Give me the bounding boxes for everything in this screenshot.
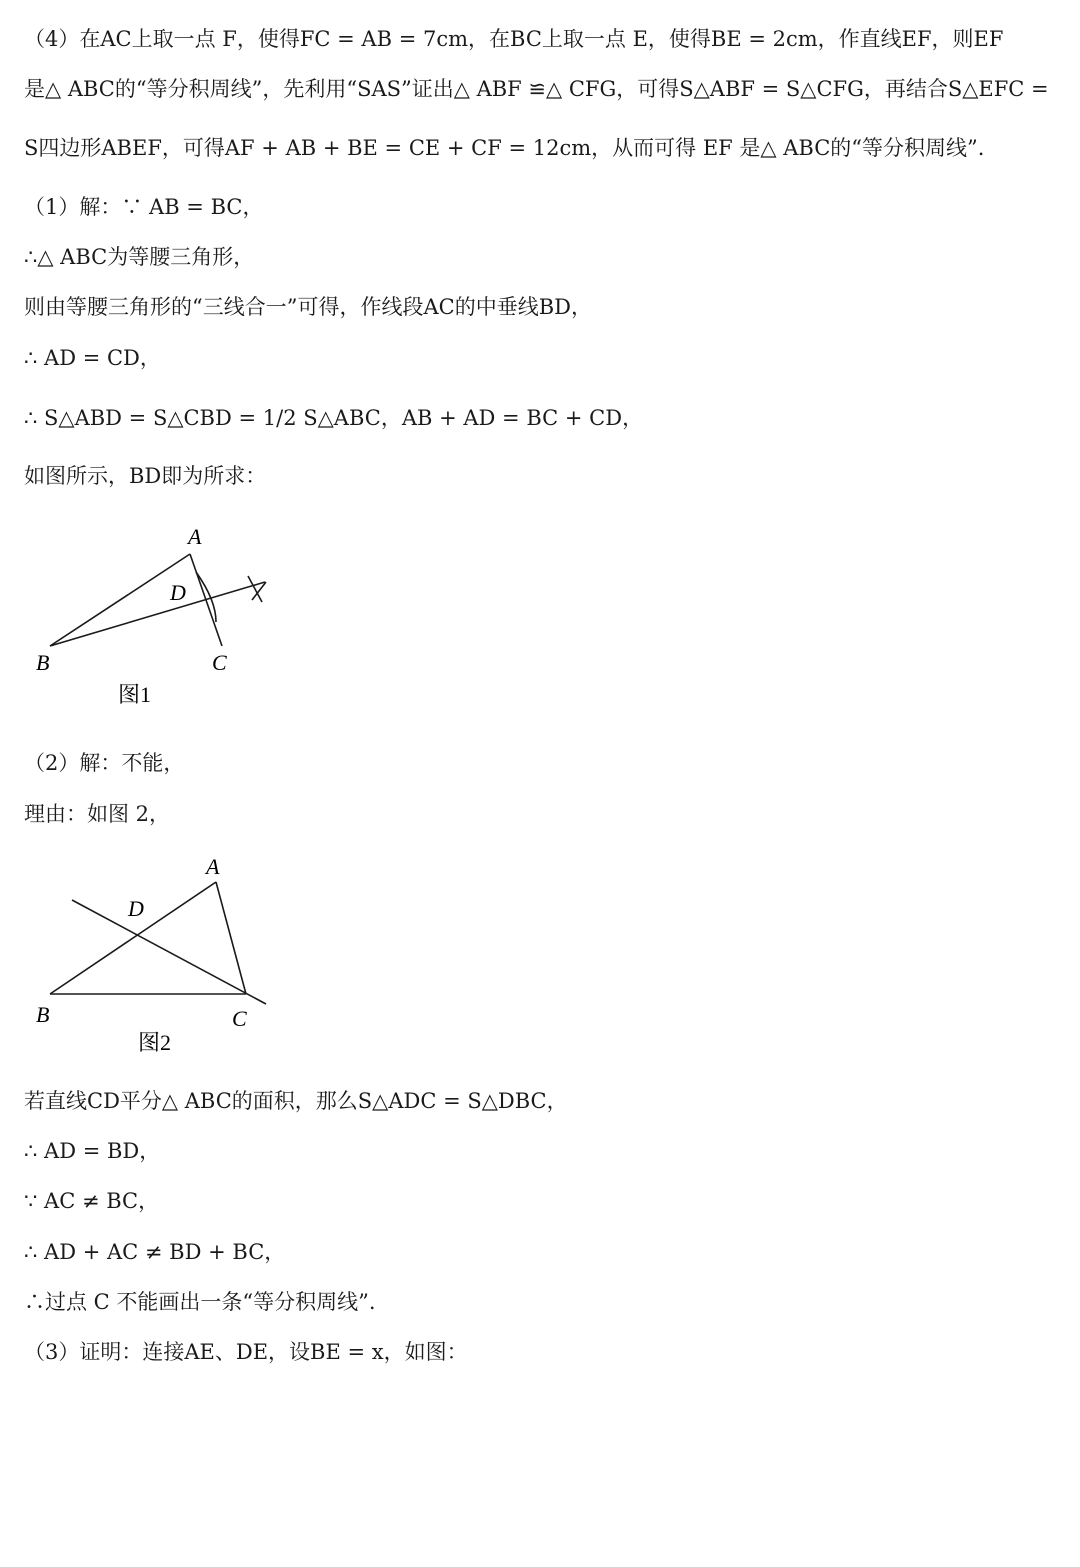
text-line: 若直线CD平分△ ABC的面积，那么S△ADC = S△DBC， [24, 1089, 568, 1113]
text-line: （3）证明：连接AE、DE，设BE = x，如图： [24, 1340, 468, 1364]
text-line: 理由：如图 2， [24, 802, 171, 826]
figure-1-label-b: B [36, 650, 50, 675]
text-line: ∴过点 C 不能画出一条“等分积周线”. [24, 1290, 376, 1314]
figure-1-caption: 图1 [118, 682, 152, 707]
text-line: ∵ AC ≠ BC， [24, 1189, 160, 1213]
text-line: ∴△ ABC为等腰三角形， [24, 245, 255, 269]
text-line: 是△ ABC的“等分积周线”，先利用“SAS”证出△ ABF ≌△ CFG，可得S△ABF = S△CFG，再结合S△EFC = [24, 77, 1049, 101]
text-line: ∴ AD = CD， [24, 346, 161, 370]
figure-1-label-c: C [212, 650, 227, 675]
figure-2-label-d: D [128, 896, 144, 921]
text-line: （1）解：∵ AB = BC， [24, 195, 264, 219]
text-line: 则由等腰三角形的“三线合一”可得，作线段AC的中垂线BD， [24, 295, 592, 319]
text-line: ∴ S△ABD = S△CBD = 1/2 S△ABC，AB + AD = BC + CD， [24, 406, 644, 430]
figure-2-label-c: C [232, 1006, 247, 1031]
text-line: （2）解：不能， [24, 751, 185, 775]
figure-1-label-d: D [170, 580, 186, 605]
figure-2-label-a: A [206, 854, 220, 879]
figure-1 [20, 520, 280, 710]
text-line: （4）在AC上取一点 F，使得FC = AB = 7cm，在BC上取一点 E，使得BE = 2cm，作直线EF，则EF [24, 27, 1004, 51]
text-line: 如图所示，BD即为所求： [24, 464, 267, 488]
figure-1-label-a: A [188, 524, 202, 549]
text-line: S四边形ABEF，可得AF + AB + BE = CE + CF = 12cm，从而可得 EF 是△ ABC的“等分积周线”. [24, 136, 985, 160]
figure-2 [20, 850, 290, 1060]
figure-2-label-b: B [36, 1002, 50, 1027]
figure-2-caption: 图2 [138, 1030, 172, 1055]
text-line: ∴ AD = BD， [24, 1139, 161, 1163]
text-line: ∴ AD + AC ≠ BD + BC， [24, 1240, 286, 1264]
